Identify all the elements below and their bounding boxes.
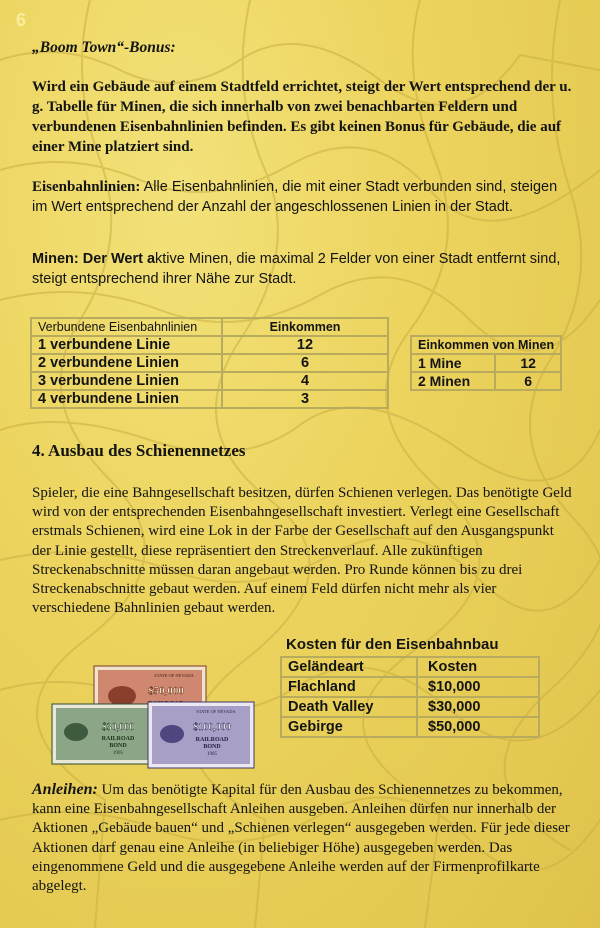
bond-value: $50,000 (148, 685, 184, 697)
railway-bonus-text (32, 177, 572, 217)
table-row (411, 372, 561, 390)
section-title: 4. Ausbau des Schienennetzes (32, 441, 246, 460)
bond-label: BOND (109, 743, 127, 749)
table-cell: 6 (222, 354, 388, 372)
table-cell: $50,000 (417, 717, 539, 737)
bond-label: RAILROAD (101, 736, 135, 742)
mine-bonus-body: ktive Minen, die maximal 2 Felder von einer Stadt entfernt sind, steigt entsprechend ihrer Nähe zur Stadt. (32, 251, 561, 287)
bond-label: RAILROAD (195, 737, 229, 743)
table-row (281, 717, 539, 737)
bond-label: BOND (203, 744, 221, 750)
column-header: Einkommen von Minen (411, 336, 561, 354)
bond-value: $100,000 (193, 722, 231, 733)
page-number: 6 (16, 10, 27, 30)
bond-year: 1905 (207, 752, 217, 757)
railway-bonus-body: Alle Eisenbahnlinien, die mit einer Stadt verbunden sind, steigen im Wert entsprechend der Anzahl der angeschlossenen Linien in der Stadt. (32, 179, 558, 215)
section-body: Spieler, die eine Bahngesellschaft besitzen, dürfen Schienen verlegen. Das benötigte Geld wird von der entsprechenden Eisenbahngesellschaft investiert. Verlegt eine Gesellschaft erstmals Schienen, wird eine Lok in der Farbe der Gesellschaft auf den Ausgangspunkt der Linie gestellt, diese repräsentiert den Streckenverlauf. Alle zukünftigen Streckenabschnitte müssen daran angebaut werden. Pro Runde können bis zu drei Streckenabschnitte gebaut werden. Auf einem Feld dürfen nicht mehr als vier verschiedene Bahnlinien gebaut werden. (32, 485, 572, 617)
mine-bonus-label: Minen: Der Wert a (32, 251, 156, 267)
railway-bonus-label: Eisenbahnlinien: (32, 179, 141, 195)
table-header-row (281, 657, 539, 677)
table-cell: 2 verbundene Linien (31, 354, 222, 372)
column-header: Kosten (417, 657, 539, 677)
bond-portrait-icon (160, 725, 184, 743)
bond-portrait-icon (108, 686, 136, 706)
column-header: Geländeart (281, 657, 417, 677)
railway-cost-table (280, 656, 540, 738)
table-cell: $30,000 (417, 697, 539, 717)
table-row (31, 354, 388, 372)
table-cell: Gebirge (281, 717, 417, 737)
table-cell: 12 (222, 336, 388, 354)
table-row (31, 336, 388, 354)
bond-portrait-icon (64, 723, 88, 741)
table-row (31, 372, 388, 390)
cost-table-caption: Kosten für den Eisenbahnbau (286, 636, 499, 653)
loans-body: Um das benötigte Kapital für den Ausbau des Schienennetzes zu bekommen, kann eine Eisenbahngesellschaft Anleihen ausgeben. Anleihen dürfen nur innerhalb der Aktionen „Gebäude bauen“ und „Schienen verlegen“ ausgegeben werden. Für jede dieser Aktionen darf genau eine Anleihe (in beliebiger Höhe) ausgegeben werden. Das eingenommene Geld und die ausgegebene Anleihe werden auf der Firmenprofilkarte abgelegt. (32, 782, 570, 895)
table-row (411, 354, 561, 372)
table-cell: 6 (495, 372, 561, 390)
bond-card-purple (148, 702, 254, 768)
bond-year: 1905 (113, 751, 123, 756)
column-header: Verbundene Eisenbahnlinien (31, 318, 222, 336)
table-row (281, 677, 539, 697)
column-header: Einkommen (222, 318, 388, 336)
table-cell: 4 (222, 372, 388, 390)
table-row (31, 390, 388, 408)
loans-label: Anleihen: (32, 781, 98, 798)
table-cell: $10,000 (417, 677, 539, 697)
table-cell: 1 Mine (411, 354, 495, 372)
table-cell: 3 (222, 390, 388, 408)
table-cell: 2 Minen (411, 372, 495, 390)
table-cell: 12 (495, 354, 561, 372)
bond-value: $30,000 (101, 722, 135, 733)
railway-income-table (30, 317, 389, 409)
bond-state-text: STATE OF NEVADA (196, 709, 236, 714)
table-cell: Death Valley (281, 697, 417, 717)
boom-town-intro: Wird ein Gebäude auf einem Stadtfeld errichtet, steigt der Wert entsprechend der u. g. Tabelle für Minen, die sich innerhalb von zwei benachbarten Feldern und verbundenen Eisenbahnlinien befinden. Es gibt keinen Bonus für Gebäude, die auf einer Mine platziert sind. (32, 79, 572, 155)
table-cell: Flachland (281, 677, 417, 697)
table-cell: 4 verbundene Linien (31, 390, 222, 408)
bond-state-text: STATE OF NEVADA (154, 673, 194, 678)
loans-paragraph (32, 780, 572, 896)
table-row (281, 697, 539, 717)
table-header-row (31, 318, 388, 336)
table-header-row (411, 336, 561, 354)
bond-card-green (52, 704, 154, 764)
table-cell: 1 verbundene Linie (31, 336, 222, 354)
railroad-bonds-illustration (48, 662, 258, 772)
mine-income-table (410, 335, 562, 391)
table-cell: 3 verbundene Linien (31, 372, 222, 390)
boom-town-title: „Boom Town“-Bonus: (32, 39, 176, 56)
mine-bonus-text (32, 249, 572, 289)
